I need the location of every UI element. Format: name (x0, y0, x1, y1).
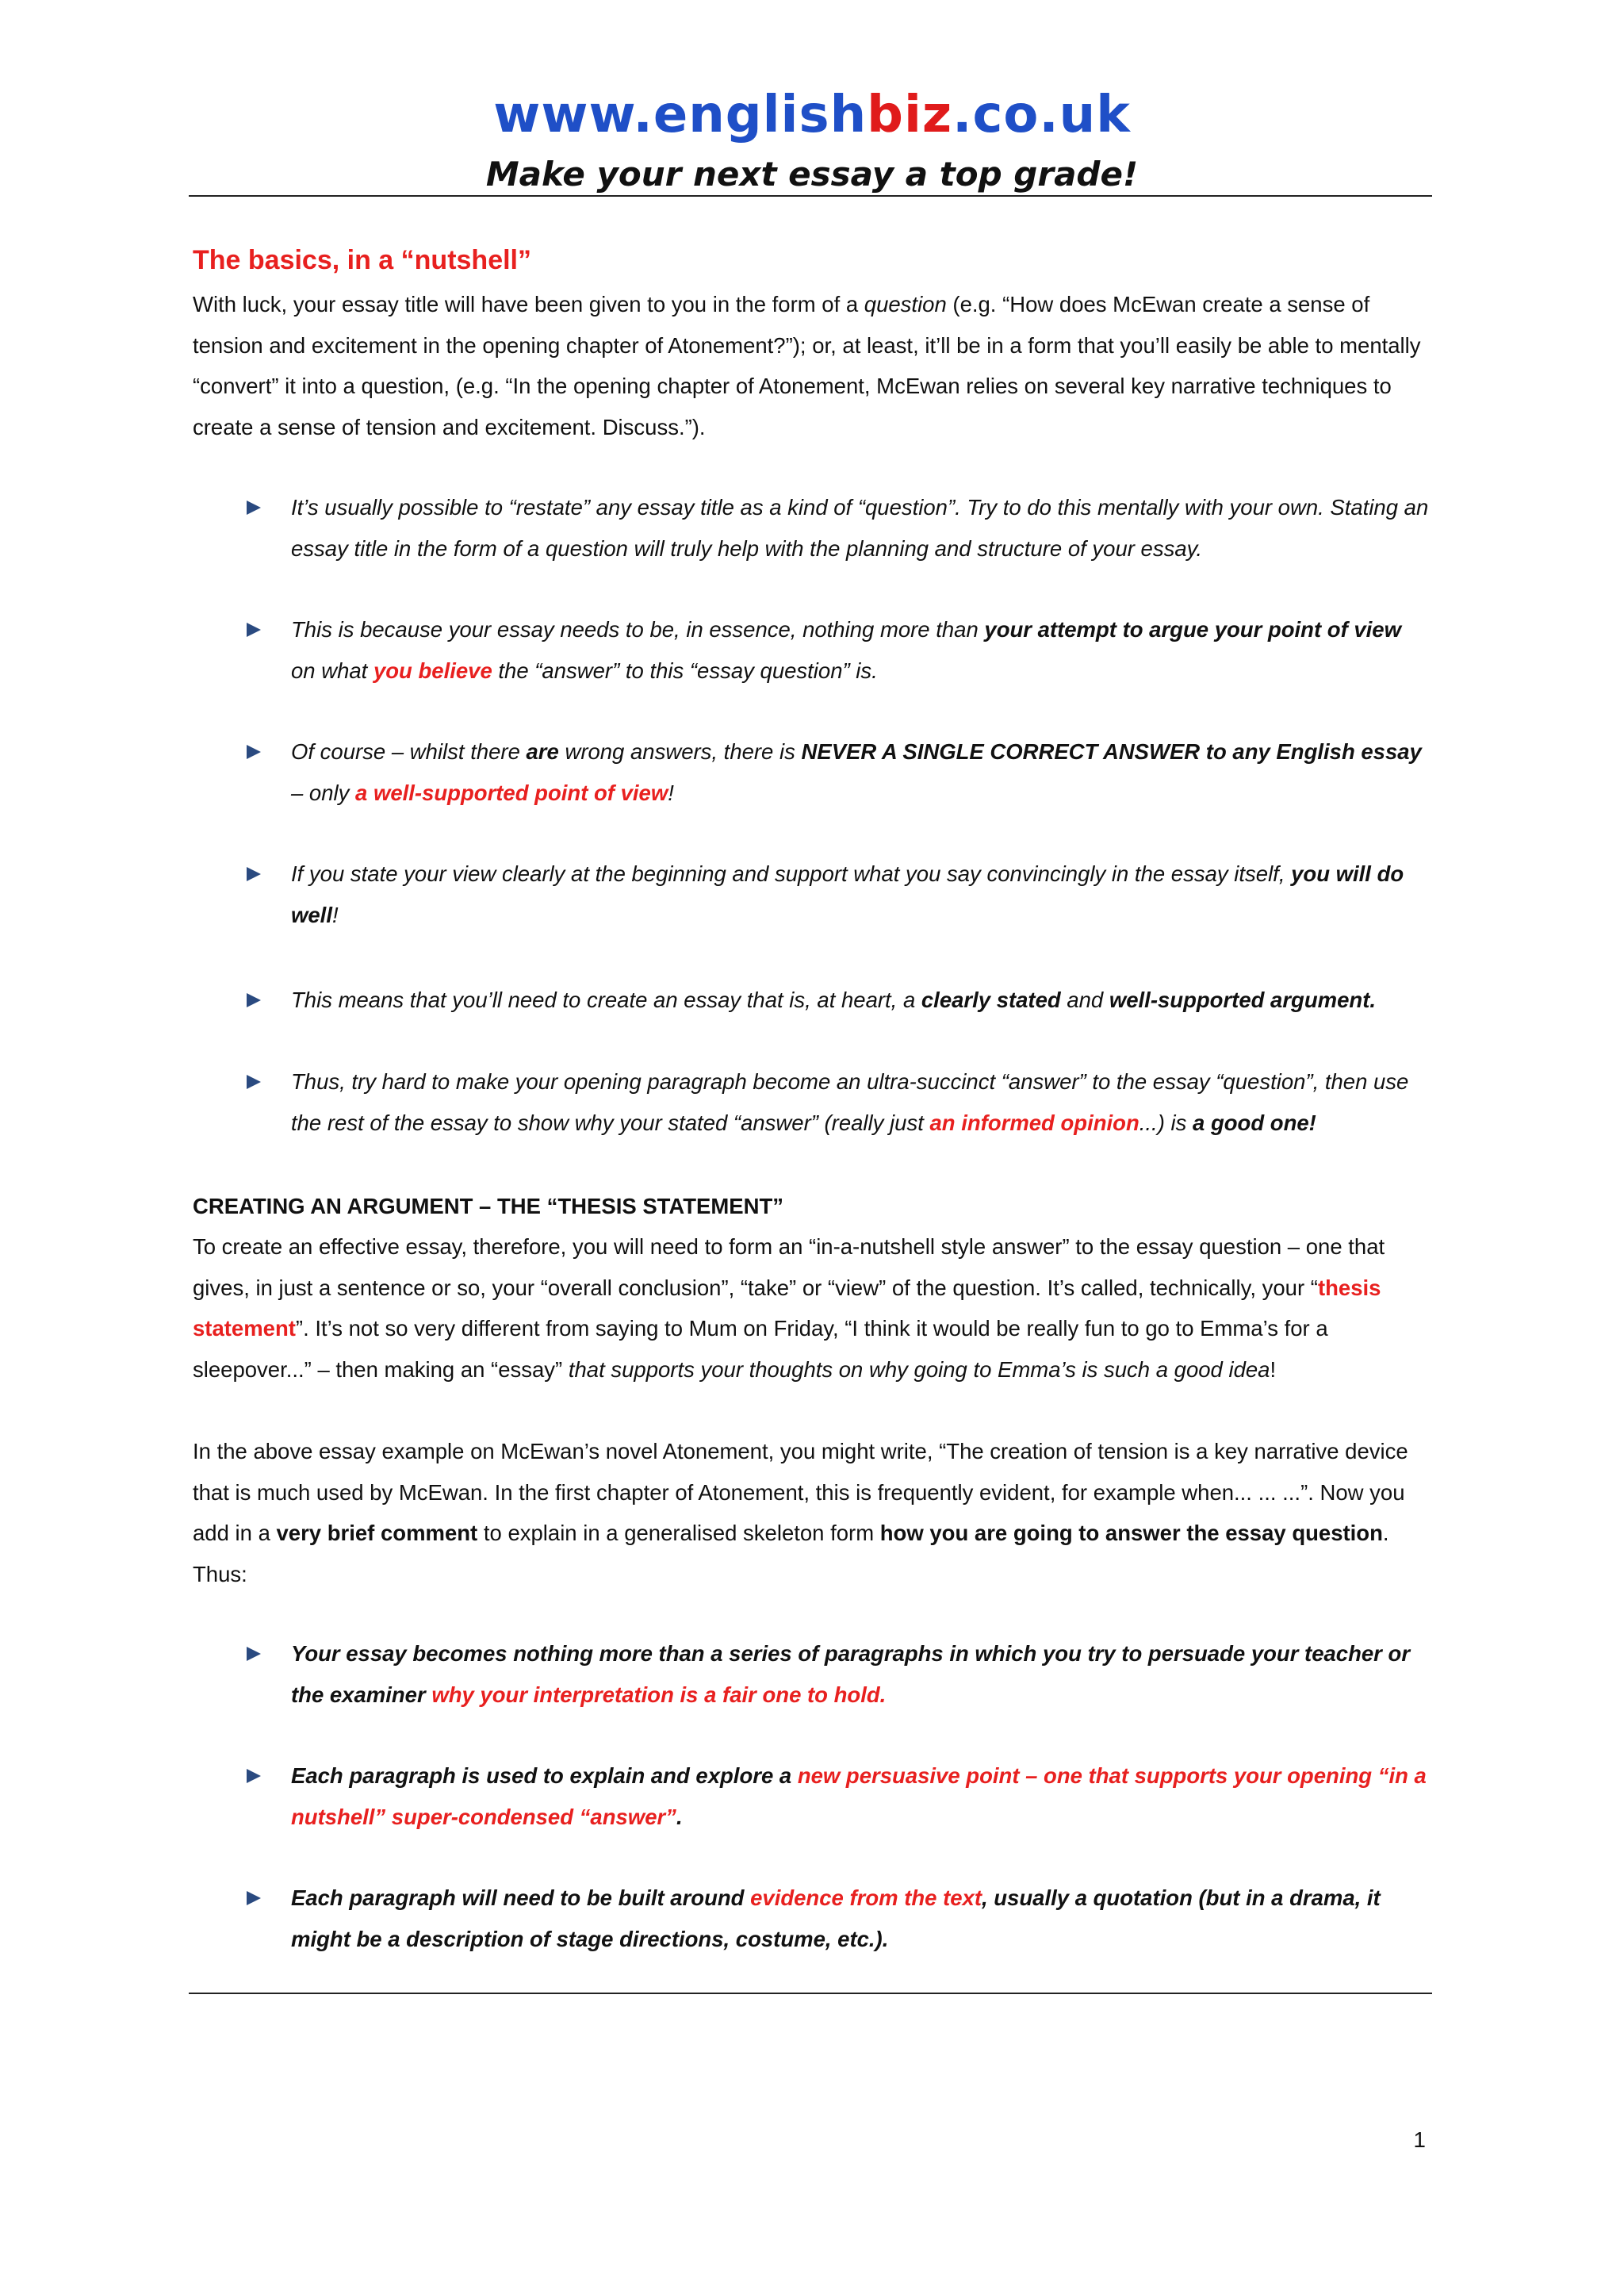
paragraph-text: to explain in a generalised skeleton form (477, 1521, 880, 1545)
bullet-text: Each paragraph will need to be built around (291, 1885, 751, 1910)
bullet-text-highlight: you believe (373, 658, 492, 683)
list-item (193, 1061, 1430, 1143)
paragraph-text: ”. It’s not so very different from saying to Mum on Friday, “I think it would be really fun to go to Emma’s for a sleepover...” – then making an “essay” (193, 1316, 1328, 1382)
header-divider (189, 195, 1432, 197)
logo-text-part1: www.english (493, 86, 868, 144)
triangle-bullet-icon (247, 1075, 261, 1089)
triangle-bullet-icon (247, 1647, 261, 1661)
bullet-text-bold: well-supported argument. (1109, 988, 1376, 1012)
bullet-text: Each paragraph is used to explain and explore a (291, 1763, 798, 1788)
site-logo[interactable] (0, 79, 1624, 151)
bullet-list-thesis (193, 1633, 1430, 1715)
paragraph-text: ! (1270, 1356, 1277, 1382)
intro-text-1: With luck, your essay title will have been given to you in the form of a (193, 292, 864, 316)
example-paragraph (193, 1431, 1430, 1594)
bullet-text: – only (291, 780, 356, 805)
triangle-bullet-icon (247, 501, 261, 515)
bullet-list-basics-3 (193, 731, 1430, 813)
bullet-text: It’s usually possible to “restate” any essay title as a kind of “question”. Try to do this mentally with your own. Stating an essay title in the form of a question will truly help with the planning and structure of your essay. (291, 495, 1429, 561)
intro-paragraph (193, 284, 1430, 447)
paragraph-text: In the above essay example on McEwan’s novel Atonement, you might write, “The creation of tension is a key narrative device that is much used by McEwan. In the first chapter of Atonement, this is frequently evident, for example when... ... ...”. Now you add in a (193, 1439, 1408, 1545)
page-subtitle: Make your next essay a top grade! (485, 155, 1139, 194)
page-number: 1 (1413, 2127, 1426, 2152)
list-item (193, 731, 1430, 813)
triangle-bullet-icon (247, 993, 261, 1007)
bullet-text-bold: a good one! (1193, 1110, 1316, 1135)
bullet-text: This is because your essay needs to be, in essence, nothing more than (291, 617, 985, 642)
bullet-text: This means that you’ll need to create an essay that is, at heart, a (291, 988, 921, 1012)
list-item (193, 853, 1430, 935)
bullet-text: , usually a quotation (but in a drama, it might be a description of stage directions, costume, etc.). (291, 1885, 1381, 1951)
bullet-text-bold: NEVER A SINGLE CORRECT ANSWER to any English essay (801, 739, 1422, 764)
bullet-text: If you state your view clearly at the beginning and support what you say convincingly in the essay itself, (291, 861, 1292, 886)
bullet-text: the “answer” to this “essay question” is. (492, 658, 878, 683)
bullet-list-basics-6 (193, 1061, 1430, 1143)
paragraph-text-bold: very brief comment (276, 1521, 478, 1545)
bullet-list-basics-2 (193, 609, 1430, 691)
logo-text-part2: biz (867, 86, 953, 144)
bullet-list-thesis-2 (193, 1755, 1430, 1837)
section-heading-thesis: CREATING AN ARGUMENT – THE “THESIS STATEMENT” (193, 1194, 784, 1218)
bullet-text: ! (331, 902, 339, 927)
list-item (193, 1755, 1430, 1837)
triangle-bullet-icon (247, 1769, 261, 1783)
logo-text-part3: .co.uk (952, 86, 1131, 144)
intro-text-question: question (864, 292, 947, 316)
paragraph-text-highlight: thesis statement (193, 1275, 1381, 1341)
section-heading-basics: The basics, in a “nutshell” (193, 245, 531, 275)
bullet-text: Your essay becomes nothing more than a series of paragraphs in which you try to persuade your teacher or the examiner (291, 1641, 1411, 1707)
footer-divider (189, 1993, 1432, 1994)
list-item (193, 1878, 1430, 1959)
bullet-text-highlight: new persuasive point – one that supports your opening “in a nutshell” super-condensed “answer” (291, 1763, 1427, 1829)
bullet-list-basics (193, 487, 1430, 569)
bullet-list-thesis-3 (193, 1878, 1430, 1959)
bullet-list-basics-5 (193, 980, 1430, 1021)
bullet-list-basics-4 (193, 853, 1430, 935)
list-item (193, 487, 1430, 569)
triangle-bullet-icon (247, 623, 261, 637)
list-item (193, 980, 1430, 1021)
bullet-text: wrong answers, there is (558, 739, 802, 764)
paragraph-text-italic: that supports your thoughts on why going to Emma’s is such a good idea (568, 1356, 1270, 1382)
bullet-text-highlight: an informed opinion (929, 1110, 1139, 1135)
list-item (193, 609, 1430, 691)
intro-text-2: (e.g. “How does McEwan create a sense of tension and excitement in the opening chapter of Atonement?”); or, at least, it’ll be in a form that you’ll easily be able to mentally “convert” it into a question, (e.g. “In the opening chapter of Atonement, McEwan relies on several key narrative techniques to create a sense of tension and excitement. Discuss.”). (193, 292, 1421, 439)
bullet-text-bold: are (526, 739, 559, 764)
triangle-bullet-icon (247, 745, 261, 759)
bullet-text-bold: you will do well (291, 861, 1404, 927)
bullet-text: Thus, try hard to make your opening paragraph become an ultra-succinct “answer” to the essay “question”, then use the rest of the essay to show why your stated “answer” (really just (291, 1069, 1409, 1135)
paragraph-text: . Thus: (193, 1521, 1389, 1586)
bullet-text-highlight: evidence from the text (750, 1885, 982, 1910)
paragraph-text: To create an effective essay, therefore, you will need to form an “in-a-nutshell style answer” to the essay question – one that gives, in just a sentence or so, your “overall conclusion”, “take” or “view” of the question. It’s called, technically, your “ (193, 1234, 1385, 1300)
bullet-text: ! (668, 780, 674, 805)
bullet-text: Of course – whilst there (291, 739, 527, 764)
bullet-text: . (676, 1804, 683, 1829)
triangle-bullet-icon (247, 1891, 261, 1905)
bullet-text-highlight: a well-supported point of view (355, 780, 668, 805)
bullet-text: ...) is (1139, 1110, 1193, 1135)
list-item (193, 1633, 1430, 1715)
bullet-text: and (1060, 988, 1109, 1012)
triangle-bullet-icon (247, 867, 261, 881)
bullet-text: on what (291, 658, 373, 683)
bullet-text-highlight: why your interpretation is a fair one to hold. (431, 1682, 887, 1707)
thesis-paragraph (193, 1226, 1430, 1390)
bullet-text-bold: your attempt to argue your point of view (984, 617, 1401, 642)
bullet-text-bold: clearly stated (921, 988, 1061, 1012)
paragraph-text-bold: how you are going to answer the essay question (879, 1521, 1383, 1545)
